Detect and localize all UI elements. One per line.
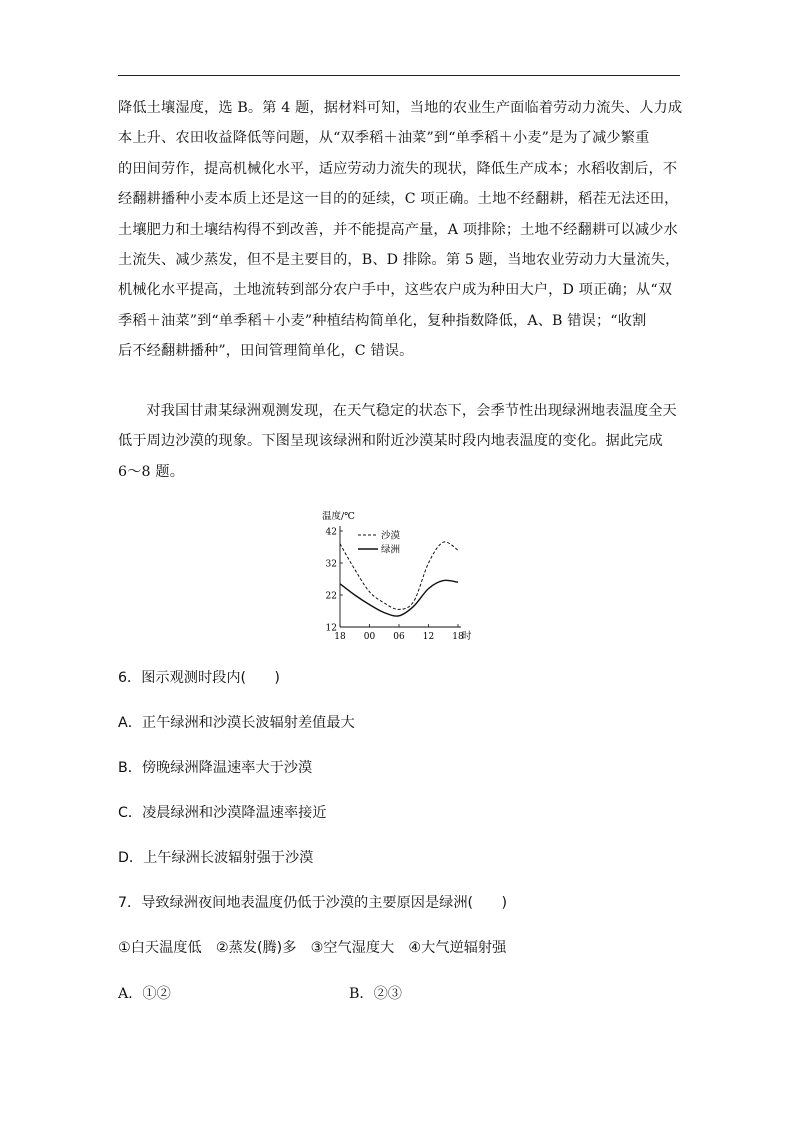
legend-label: 绿洲 <box>381 544 401 556</box>
text-line: 的田间劳作，提高机械化水平，适应劳动力流失的现状，降低生产成本；水稻收割后，不 <box>118 160 678 177</box>
text-line: 后不经翻耕播种”，田间管理简单化，C 错误。 <box>118 343 414 360</box>
legend-label: 沙漠 <box>381 530 401 542</box>
text-line: 对我国甘肃某绿洲观测发现，在天气稳定的状态下，会季节性出现绿洲地表温度全天 <box>146 403 677 419</box>
y-tick-label: 12 <box>325 623 337 634</box>
question-7-option-a: A．①② <box>118 986 171 1002</box>
question-7-statements: ①白天温度低 ②蒸发(腾)多 ③空气湿度大 ④大气逆辐射强 <box>118 940 507 956</box>
y-tick-label: 42 <box>325 527 337 538</box>
x-tick-label: 18 <box>452 632 464 642</box>
question-7-stem: 7．导致绿洲夜间地表温度仍低于沙漠的主要原因是绿洲( ) <box>118 895 507 911</box>
y-tick-label: 32 <box>325 559 337 570</box>
x-tick-label: 06 <box>393 632 405 642</box>
series-line-oasis <box>340 580 458 616</box>
text-line: 土壤肥力和土壤结构得不到改善，并不能提高产量，A 项排除；土地不经翻耕可以减少水 <box>118 221 678 238</box>
question-6-option-b: B．傍晚绿洲降温速率大于沙漠 <box>118 760 313 776</box>
header-rule <box>118 75 680 76</box>
y-tick-label: 22 <box>325 591 337 602</box>
text-line: 经翻耕播种小麦本质上还是这一目的的延续，C 项正确。土地不经翻耕，稻茬无法还田， <box>118 191 679 208</box>
material-paragraph <box>118 396 683 487</box>
question-6-stem: 6．图示观测时段内( ) <box>118 670 280 686</box>
x-tick-label: 18 <box>334 632 346 642</box>
y-axis-label: 温度/℃ <box>322 511 355 522</box>
question-6-option-d: D．上午绿洲长波辐射强于沙漠 <box>118 850 314 866</box>
text-line: 季稻＋油菜”到“单季稻＋小麦”种植结构简单化，复种指数降低，A、B 错误；“收割 <box>118 312 647 329</box>
text-line: 机械化水平提高，土地流转到部分农户手中，这些农户成为种田大户，D 项正确；从“双 <box>118 282 673 299</box>
text-line: 土流失、减少蒸发，但不是主要目的，B、D 排除。第 5 题，当地农业劳动力大量流失， <box>118 252 680 269</box>
answer-explanation-paragraph <box>118 93 683 367</box>
text-line: 低于周边沙漠的现象。下图呈现该绿洲和附近沙漠某时段内地表温度的变化。据此完成 <box>118 433 663 450</box>
text-line: 本上升、农田收益降低等问题，从“双季稻＋油菜”到“单季稻＋小麦”是为了减少繁重 <box>118 130 650 147</box>
x-tick-label: 00 <box>363 632 376 642</box>
temperature-chart <box>320 502 480 652</box>
x-tick-label: 12 <box>422 632 435 642</box>
question-6-option-c: C．凌晨绿洲和沙漠降温速率接近 <box>118 805 327 821</box>
question-7-option-b: B．②③ <box>349 986 402 1002</box>
x-axis-label: 时 <box>462 631 472 642</box>
text-line: 6～8 题。 <box>118 463 185 480</box>
question-6-option-a: A．正午绿洲和沙漠长波辐射差值最大 <box>118 715 355 731</box>
text-line: 降低土壤湿度，选 B。第 4 题，据材料可知，当地的农业生产面临着劳动力流失、人力成 <box>118 100 683 116</box>
